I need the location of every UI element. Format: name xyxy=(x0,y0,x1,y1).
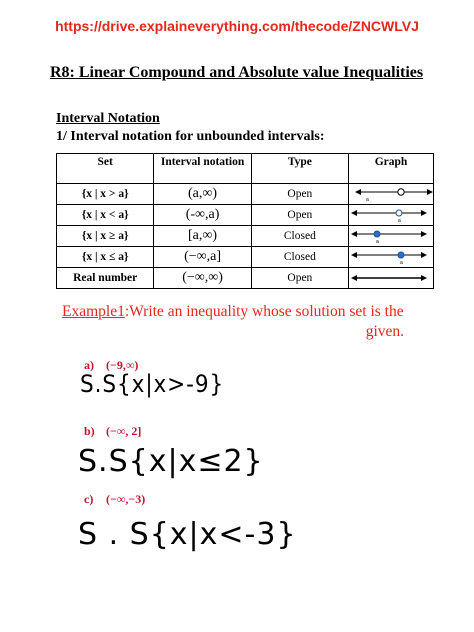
number-line-graph xyxy=(349,247,433,267)
notation-cell: [a,∞) xyxy=(154,226,251,247)
number-line-graph xyxy=(349,268,433,288)
graph-label: a xyxy=(397,218,401,224)
item-letter: c) xyxy=(84,492,94,506)
item-interval: (−9,∞) xyxy=(106,358,139,372)
set-cell: {x | x > a} xyxy=(57,184,154,205)
header-notation: Interval notation xyxy=(154,154,251,184)
set-cell: {x | x ≥ a} xyxy=(57,226,154,247)
interval-table xyxy=(56,153,434,289)
example-item-c xyxy=(84,492,145,507)
table-row xyxy=(57,184,434,205)
example-item-b xyxy=(84,424,141,439)
number-line-graph xyxy=(349,226,433,246)
number-line-graph xyxy=(349,184,433,204)
graph-label: a xyxy=(365,197,369,203)
example-text-end: given. xyxy=(365,323,404,340)
handwritten-answer-b: S.S{x|x≤2} xyxy=(78,444,264,479)
item-letter: a) xyxy=(84,358,94,372)
header-set: Set xyxy=(57,154,154,184)
set-cell: Real number xyxy=(57,268,154,289)
example-label: Example1 xyxy=(62,303,125,320)
type-cell: Closed xyxy=(251,226,348,247)
item-interval: (−∞,−3) xyxy=(106,492,146,506)
table-row xyxy=(57,205,434,226)
table-row xyxy=(57,226,434,247)
table-header-row xyxy=(57,154,434,184)
header-type: Type xyxy=(251,154,348,184)
type-cell: Open xyxy=(251,205,348,226)
graph-label: a xyxy=(399,260,403,266)
example-prompt xyxy=(62,302,412,342)
graph-cell xyxy=(348,268,433,289)
graph-label: a xyxy=(375,239,379,245)
graph-cell xyxy=(348,226,433,247)
set-cell: {x | x < a} xyxy=(57,205,154,226)
graph-cell xyxy=(348,247,433,268)
page-title: R8: Linear Compound and Absolute value Inequalities xyxy=(50,64,424,81)
type-cell: Open xyxy=(251,184,348,205)
type-cell: Open xyxy=(251,268,348,289)
handwritten-answer-a: S.S{x|x>-9} xyxy=(80,370,225,398)
table-row xyxy=(57,247,434,268)
header-url[interactable]: https://drive.explaineverything.com/thecode/ZNCWLVJ xyxy=(55,18,419,34)
header-graph: Graph xyxy=(348,154,433,184)
table-row xyxy=(57,268,434,289)
notation-cell: (−∞,∞) xyxy=(154,268,251,289)
set-cell: {x | x ≤ a} xyxy=(57,247,154,268)
type-cell: Closed xyxy=(251,247,348,268)
notation-cell: (−∞,a] xyxy=(154,247,251,268)
notation-cell: (a,∞) xyxy=(154,184,251,205)
handwritten-answer-c: S . S{x|x<-3} xyxy=(78,517,297,552)
graph-cell xyxy=(348,184,433,205)
number-line-graph xyxy=(349,205,433,225)
notation-cell: (-∞,a) xyxy=(154,205,251,226)
graph-cell xyxy=(348,205,433,226)
example-text: :Write an inequality whose solution set is the xyxy=(124,303,404,320)
item-letter: b) xyxy=(84,424,95,438)
section-subheading: 1/ Interval notation for unbounded intervals: xyxy=(56,129,325,144)
section-heading: Interval Notation xyxy=(56,111,160,126)
item-interval: (−∞, 2] xyxy=(106,424,142,438)
